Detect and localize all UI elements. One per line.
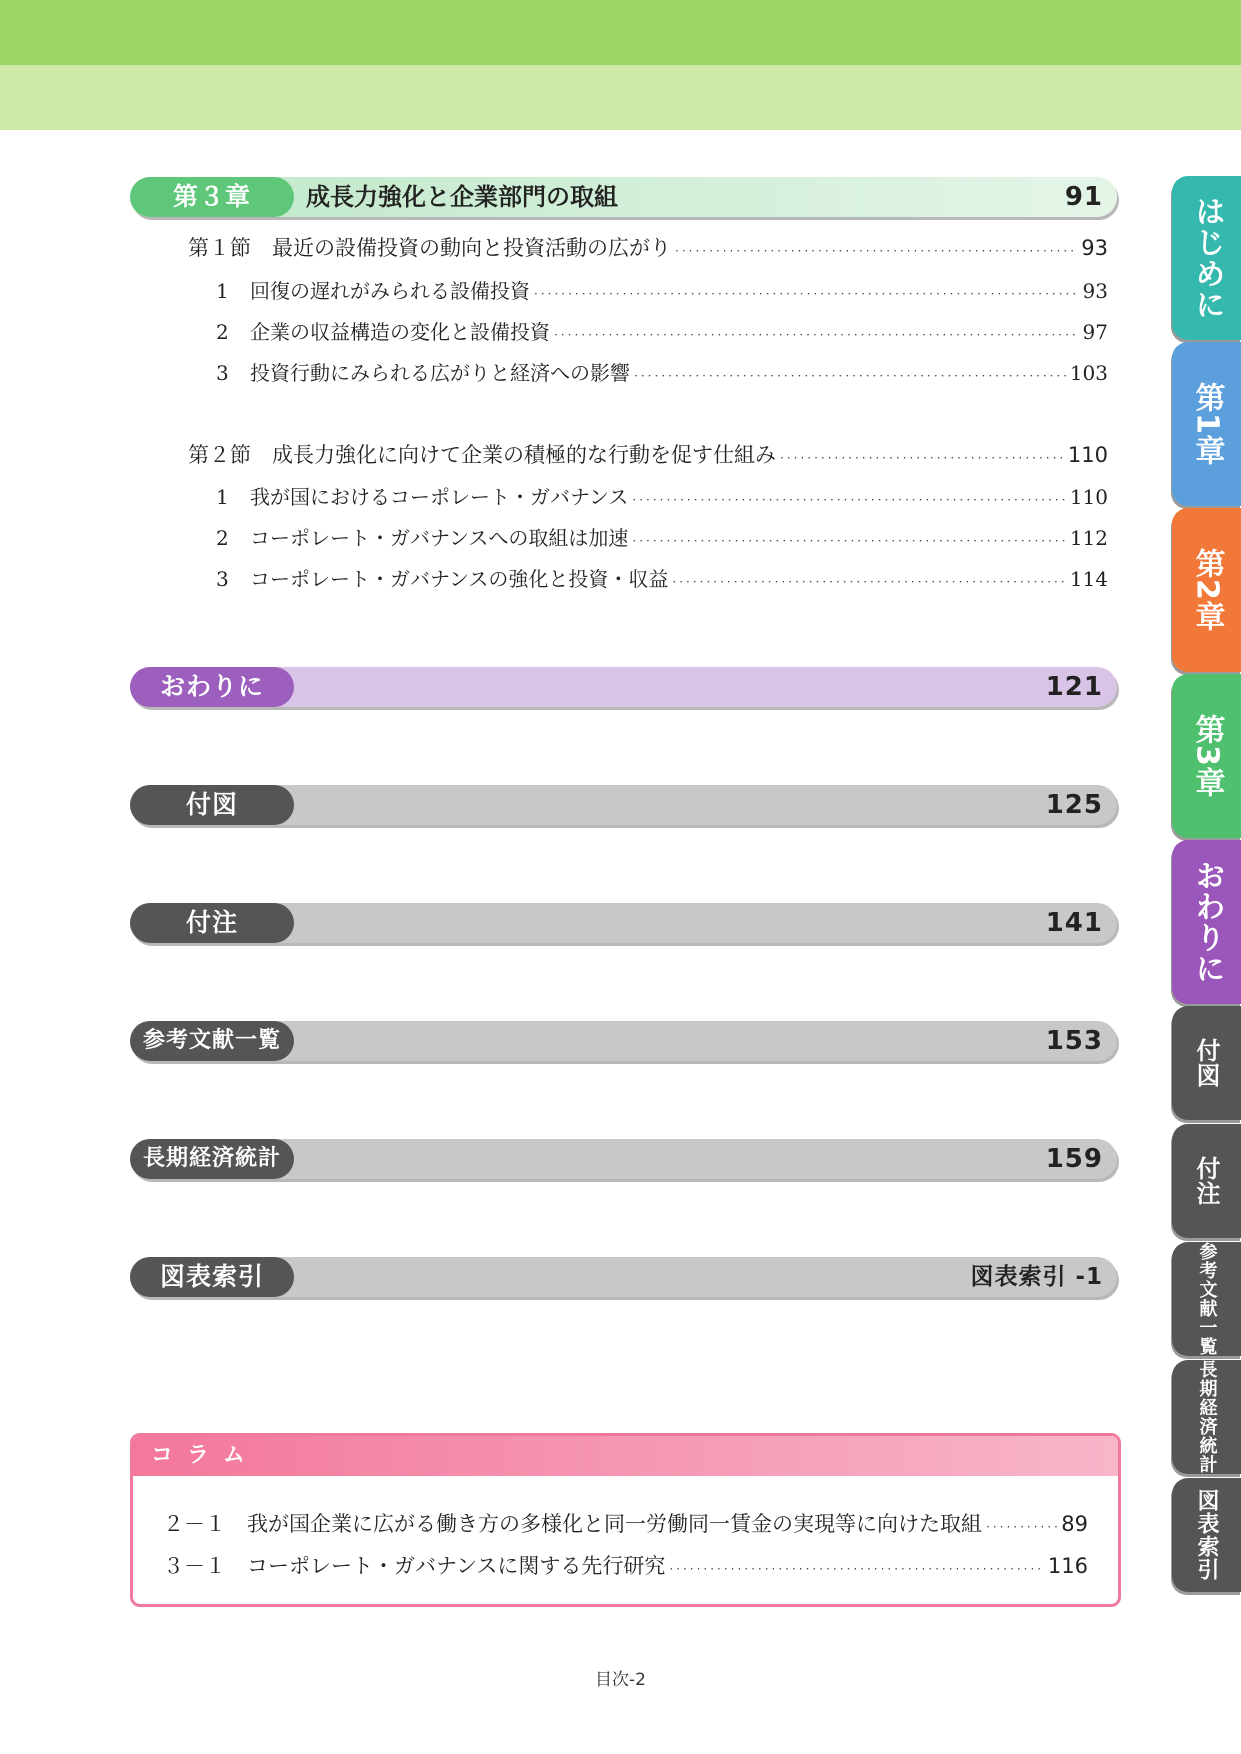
chapter3-title: 成長力強化と企業部門の取組 — [306, 183, 618, 211]
zuhyo-bar[interactable] — [130, 1257, 1117, 1297]
fuzu-pill: 付図 — [130, 785, 294, 825]
column-entry-page: 89 — [1061, 1512, 1088, 1536]
column-header — [133, 1436, 1118, 1476]
toc-item-text: 我が国におけるコーポレート・ガバナンス — [250, 485, 629, 509]
fuchu-page: 141 — [1045, 908, 1103, 938]
chapter3-bar[interactable] — [130, 177, 1117, 217]
tab-fuchu[interactable]: 付注 — [1172, 1124, 1241, 1238]
toc-item-page: 93 — [1082, 279, 1108, 303]
tab-hajimeni[interactable]: はじめに — [1172, 176, 1241, 340]
toc-item[interactable]: 3 コーポレート・ガバナンスの強化と投資・収益 ····· 114 — [216, 563, 1108, 592]
tab-chapter3[interactable]: 第3章 — [1172, 674, 1241, 838]
tab-chapter1[interactable]: 第1章 — [1172, 342, 1241, 506]
toc-item[interactable]: 2 コーポレート・ガバナンスへの取組は加速 ····· 112 — [216, 522, 1108, 551]
section1-page: 93 — [1081, 236, 1108, 260]
toc-item-text: 企業の収益構造の変化と設備投資 — [250, 320, 550, 344]
column-title: コラム — [151, 1443, 259, 1468]
section2-entry[interactable] — [188, 439, 1108, 469]
column-entry-text: コーポレート・ガバナンスに関する先行研究 — [247, 1554, 666, 1578]
tab-chapter2[interactable]: 第2章 — [1172, 508, 1241, 672]
toc-item-page: 112 — [1069, 526, 1108, 550]
owarini-bar[interactable] — [130, 667, 1117, 707]
owarini-pill: おわりに — [130, 667, 294, 707]
fuchu-bar[interactable] — [130, 903, 1117, 943]
section1-label: 第１節 最近の設備投資の動向と投資活動の広がり — [188, 236, 671, 260]
toc-item-page: 114 — [1069, 567, 1108, 591]
tab-fuzu[interactable]: 付図 — [1172, 1006, 1241, 1120]
chapter3-pill: 第３章 — [130, 177, 294, 217]
tab-sanko[interactable]: 参考文献一覧 — [1172, 1242, 1241, 1356]
owarini-page: 121 — [1045, 672, 1103, 702]
section2-page: 110 — [1067, 443, 1108, 467]
fuzu-bar[interactable] — [130, 785, 1117, 825]
zuhyo-pill: 図表索引 — [130, 1257, 294, 1297]
column-entry-num: ３－１ — [163, 1554, 226, 1578]
column-entry[interactable] — [163, 1508, 1088, 1538]
choki-bar[interactable] — [130, 1139, 1117, 1179]
fuzu-page: 125 — [1045, 790, 1103, 820]
tab-choki[interactable]: 長期経済統計 — [1172, 1360, 1241, 1474]
column-entry-num: ２－１ — [163, 1512, 226, 1536]
column-box — [130, 1433, 1121, 1607]
fuchu-pill: 付注 — [130, 903, 294, 943]
sanko-pill: 参考文献一覧 — [130, 1021, 294, 1061]
tab-owarini[interactable]: おわりに — [1172, 840, 1241, 1004]
header-band — [0, 0, 1241, 65]
tab-zuhyo[interactable]: 図表索引 — [1172, 1478, 1241, 1592]
toc-item-text: コーポレート・ガバナンスの強化と投資・収益 — [250, 567, 669, 591]
chapter3-page: 91 — [1064, 182, 1103, 212]
header-band-light — [0, 65, 1241, 130]
column-entry[interactable] — [163, 1550, 1088, 1580]
sanko-bar[interactable] — [130, 1021, 1117, 1061]
toc-item-text: 回復の遅れがみられる設備投資 — [250, 279, 530, 303]
choki-page: 159 — [1045, 1144, 1103, 1174]
sanko-page: 153 — [1045, 1026, 1103, 1056]
column-entry-text: 我が国企業に広がる働き方の多様化と同一労働同一賃金の実現等に向けた取組 — [247, 1512, 982, 1536]
toc-item-text: 投資行動にみられる広がりと経済への影響 — [250, 361, 630, 385]
page-footer: 目次-2 — [595, 1670, 646, 1690]
choki-pill: 長期経済統計 — [130, 1139, 294, 1179]
toc-item[interactable]: 1 回復の遅れがみられる設備投資 ····· 93 — [216, 275, 1108, 304]
toc-item[interactable]: 3 投資行動にみられる広がりと経済への影響 ····· 103 — [216, 357, 1108, 386]
toc-item[interactable]: 2 企業の収益構造の変化と設備投資 ····· 97 — [216, 316, 1108, 345]
section2-label: 第２節 成長力強化に向けて企業の積極的な行動を促す仕組み — [188, 443, 776, 467]
toc-item[interactable]: 1 我が国におけるコーポレート・ガバナンス ····· 110 — [216, 481, 1108, 510]
toc-item-page: 103 — [1069, 361, 1108, 385]
toc-item-page: 97 — [1082, 320, 1108, 344]
zuhyo-page: 図表索引 -1 — [970, 1264, 1103, 1290]
toc-item-text: コーポレート・ガバナンスへの取組は加速 — [250, 526, 629, 550]
column-entry-page: 116 — [1047, 1554, 1088, 1578]
section1-entry[interactable] — [188, 232, 1108, 262]
toc-item-page: 110 — [1069, 485, 1108, 509]
